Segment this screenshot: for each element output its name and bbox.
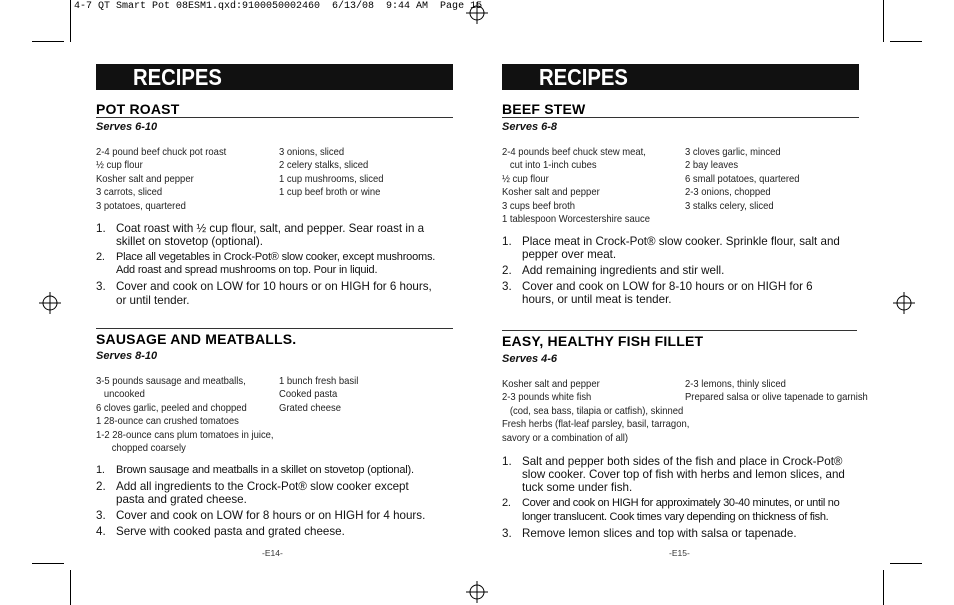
registration-mark-right [893, 292, 915, 314]
step-text: Place all vegetables in Crock-Pot® slow cooker, except mushrooms. Add roast and spread mushrooms on top. Pour in liquid. [116, 251, 436, 277]
step-text: Cover and cook on LOW for 8-10 hours or on HIGH for 6 hours, or until meat is tender. [522, 280, 813, 307]
step-number: 4. [96, 525, 106, 539]
step-number: 2. [96, 251, 105, 264]
steps-list [502, 235, 842, 309]
step-text: Add remaining ingredients and stir well. [522, 264, 725, 278]
serves-label: Serves 6-8 [502, 121, 558, 133]
section-rule [96, 328, 453, 329]
serves-label: Serves 6-10 [96, 121, 158, 133]
step-item [96, 525, 436, 538]
step-item [502, 264, 842, 277]
step-text: Add all ingredients to the Crock-Pot® slow cooker except pasta and grated cheese. [116, 480, 409, 507]
step-number: 2. [502, 264, 512, 278]
registration-mark-bottom [466, 581, 488, 603]
recipes-banner [502, 64, 859, 90]
step-number: 1. [96, 222, 106, 235]
registration-mark-left [39, 292, 61, 314]
serves-label: Serves 8-10 [96, 350, 158, 362]
step-item [96, 464, 436, 477]
step-item [96, 251, 436, 277]
step-item [96, 280, 436, 306]
step-number: 2. [502, 497, 511, 510]
step-item [96, 222, 436, 248]
recipe-title: POT ROAST [96, 101, 180, 117]
section-rule [502, 330, 857, 331]
banner-label: RECIPES [538, 64, 628, 90]
recipe-title: BEEF STEW [502, 101, 586, 117]
ingredients-col-1: 2-4 pounds beef chuck stew meat, cut into 1-inch cubes ½ cup flour Kosher salt and pepper 3 cups beef broth 1 tablespoon Worcestershire sauce [502, 146, 650, 226]
steps-list [502, 455, 847, 543]
steps-list [96, 464, 436, 541]
step-item [502, 235, 842, 261]
step-text: Coat roast with ½ cup flour, salt, and pepper. Sear roast in a skillet on stovetop (optional). [116, 222, 425, 249]
step-number: 1. [502, 235, 512, 248]
step-text: Cover and cook on LOW for 8 hours or on HIGH for 4 hours. [116, 509, 426, 523]
recipe-title: SAUSAGE AND MEATBALLS. [96, 331, 297, 347]
title-rule [502, 117, 859, 118]
recipe-title: EASY, HEALTHY FISH FILLET [502, 333, 704, 349]
recipes-banner [96, 64, 453, 90]
serves-label: Serves 4-6 [502, 353, 558, 365]
ingredients-col-1: 3-5 pounds sausage and meatballs, uncooked 6 cloves garlic, peeled and chopped 1 28-ounce can crushed tomatoes 1-2 28-ounce cans plum tomatoes in juice, chopped coarsely [96, 375, 274, 455]
step-text: Brown sausage and meatballs in a skillet on stovetop (optional). [116, 464, 414, 476]
step-number: 1. [96, 464, 105, 476]
step-text: Place meat in Crock-Pot® slow cooker. Sprinkle flour, salt and pepper over meat. [522, 235, 840, 262]
registration-mark-top [466, 2, 488, 24]
page-number: -E14- [262, 548, 283, 558]
step-number: 1. [502, 455, 512, 468]
ingredients-col-2: 2-3 lemons, thinly sliced Prepared salsa or olive tapenade to garnish [685, 378, 868, 404]
step-item [96, 509, 436, 522]
ingredients-col-2: 3 cloves garlic, minced 2 bay leaves 6 small potatoes, quartered 2-3 onions, chopped 3 stalks celery, sliced [685, 146, 800, 212]
ingredients-col-2: 3 onions, sliced 2 celery stalks, sliced 1 cup mushrooms, sliced 1 cup beef broth or wine [279, 146, 384, 199]
ingredients-col-2: 1 bunch fresh basil Cooked pasta Grated cheese [279, 375, 359, 414]
step-number: 2. [96, 480, 106, 493]
step-text: Serve with cooked pasta and grated cheese. [116, 525, 345, 539]
step-text: Salt and pepper both sides of the fish and place in Crock-Pot® slow cooker. Cover top of fish with herbs and lemon slices, and tuck some under fish. [522, 455, 845, 495]
ingredients-col-1: Kosher salt and pepper 2-3 pounds white fish (cod, sea bass, tilapia or catfish), skinned Fresh herbs (flat-leaf parsley, basil, tarragon, savory or a combination of all) [502, 378, 690, 444]
step-number: 3. [96, 280, 106, 294]
step-number: 3. [502, 526, 512, 540]
printer-slug: 4-7 QT Smart Pot 08ESM1.qxd:9100050002460 6/13/08 9:44 AM Page 15 [74, 1, 483, 12]
step-item [502, 527, 847, 540]
step-number: 3. [96, 509, 106, 523]
step-item [502, 280, 842, 306]
banner-label: RECIPES [132, 64, 222, 90]
step-item [96, 480, 436, 506]
page-number: -E15- [669, 548, 690, 558]
ingredients-col-1: 2-4 pound beef chuck pot roast ½ cup flour Kosher salt and pepper 3 carrots, sliced 3 potatoes, quartered [96, 146, 227, 212]
step-text: Cover and cook on LOW for 10 hours or on HIGH for 6 hours, or until tender. [116, 280, 432, 307]
step-item [502, 497, 847, 523]
step-text: Remove lemon slices and top with salsa or tapenade. [522, 526, 797, 540]
step-item [502, 455, 847, 495]
step-text: Cover and cook on HIGH for approximately 30-40 minutes, or until no longer translucent. Cook times vary depending on thickness of fish. [522, 497, 840, 523]
step-number: 3. [502, 280, 512, 294]
steps-list [96, 222, 436, 310]
title-rule [96, 117, 453, 118]
